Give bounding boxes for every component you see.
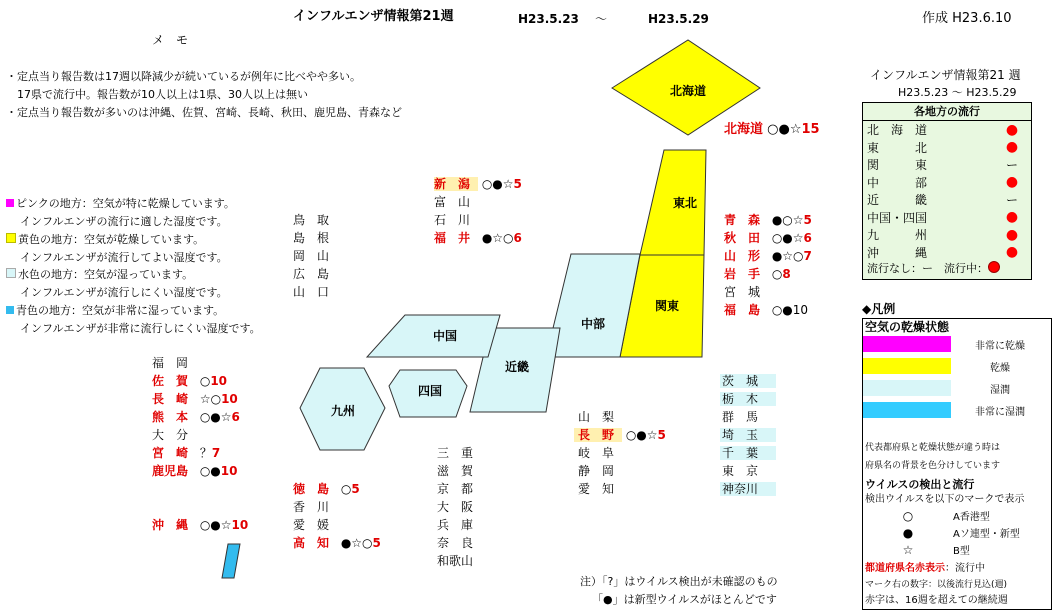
regional-status-row [863, 209, 1031, 227]
humidity-legend-yellow-desc: インフルエンザが流行してよい湿度です。 [20, 251, 228, 264]
dryness-note-2: 府県名の背景を色分けしています [865, 461, 1001, 471]
humidity-legend-blue-desc: インフルエンザが非常に流行しにくい湿度です。 [20, 322, 261, 335]
red-number-legend: 赤字は、16週を超えての継続週 [865, 595, 1008, 606]
pref-iwate: 岩 手 ○8 [724, 267, 791, 281]
regional-status-row [863, 244, 1031, 262]
pref-fukushima: 福 島 ○●10 [724, 303, 809, 317]
regional-status-title: 各地方の流行 [863, 103, 1031, 121]
humidity-legend-blue: 青色の地方：空気が非常に湿っています。 [6, 304, 224, 318]
humidity-legend-pink-desc: インフルエンザの流行に適した湿度です。 [20, 215, 228, 228]
regional-status-name: 北 海 道 [867, 123, 928, 138]
humidity-legend-cyan-desc: インフルエンザが流行しにくい湿度です。 [20, 286, 228, 299]
pref-ishikawa: 石 川 [434, 213, 471, 227]
regional-status-name: 九 州 [867, 228, 928, 243]
pref-yamaguchi: 山 口 [293, 285, 330, 299]
date-to: H23.5.29 [648, 12, 709, 26]
pref-shimane: 島 根 [293, 231, 330, 245]
virus-mark-icon: ● [902, 525, 914, 540]
regional-status-value: ● [1005, 226, 1019, 243]
panel-title: インフルエンザ情報第21 週 [870, 68, 1021, 82]
pref-kanagawa: 神奈川 [720, 482, 776, 496]
date-from: H23.5.23 [518, 12, 579, 26]
mark-number-legend: マーク右の数字：以後流行見込(週) [865, 580, 1008, 590]
dryness-note-1: 代表都府県と乾燥状態が違う時は [865, 443, 1001, 453]
note-line: ・定点当り報告数が多いのは沖縄、佐賀、宮崎、長崎、秋田、鹿児島、青森など [6, 106, 402, 119]
pref-saitama: 埼 玉 [720, 428, 776, 442]
virus-mark-icon: ○ [902, 508, 914, 523]
pref-nara: 奈 良 [437, 536, 474, 550]
pref-kagawa: 香 川 [293, 500, 330, 514]
pref-tokyo: 東 京 [722, 464, 759, 478]
status-red-dot-icon [988, 261, 1000, 273]
pref-kyoto: 京 都 [437, 482, 474, 496]
pref-nagasaki: 長 崎 ☆○10 [152, 392, 238, 406]
pref-hyogo: 兵 庫 [437, 518, 474, 532]
regional-status-row [863, 191, 1031, 209]
regional-status-row [863, 121, 1031, 139]
footnote-new-virus: 「●」は新型ウイルスがほとんどです [592, 593, 777, 606]
dryness-row [863, 357, 1051, 375]
dryness-row [863, 379, 1051, 397]
virus-row [863, 541, 1051, 558]
regional-status-value: ● [1005, 209, 1019, 226]
virus-mark-icon: ☆ [902, 542, 914, 557]
region-label-chubu: 中部 [580, 316, 605, 331]
pref-kumamoto: 熊 本 ○●☆6 [152, 410, 240, 424]
date-tilde: ～ [595, 12, 608, 26]
virus-title: ウイルスの検出と流行 [865, 478, 975, 491]
virus-label: Aソ連型・新型 [953, 529, 1020, 540]
dryness-label: 非常に乾燥 [975, 340, 1025, 352]
region-label-kanto: 関東 [654, 298, 679, 313]
note-line: 17県で流行中。報告数が10人以上は1県、30人以上は無い [6, 88, 308, 101]
pref-ehime: 愛 媛 [293, 518, 330, 532]
pref-tochigi: 栃 木 [720, 392, 776, 406]
regional-status-name: 近 畿 [867, 193, 928, 208]
dryness-swatch [863, 336, 951, 352]
pref-hokkaido: 北海道 ○●☆15 [724, 122, 820, 137]
dryness-label: 非常に湿潤 [975, 406, 1025, 418]
memo-label: メ モ [152, 33, 189, 47]
pref-ibaraki: 茨 城 [720, 374, 776, 388]
humidity-legend-pink: ピンクの地方：空気が特に乾燥しています。 [6, 197, 235, 211]
dryness-label: 乾燥 [990, 362, 1010, 374]
regional-status-value: ー [1005, 158, 1018, 173]
regional-status-name: 沖 縄 [867, 245, 928, 260]
regional-status-row [863, 174, 1031, 192]
dryness-row [863, 401, 1051, 419]
regional-status-row [863, 156, 1031, 174]
dryness-title: 空気の乾燥状態 [865, 320, 950, 334]
regional-status-value: ● [1005, 244, 1019, 261]
regional-status-name: 中 部 [867, 175, 928, 190]
pref-fukuoka: 福 岡 [152, 356, 189, 370]
pref-shiga: 滋 賀 [437, 464, 474, 478]
legend-title: ◆凡例 [862, 302, 896, 316]
pref-miyazaki: 宮 崎 ？7 [152, 446, 221, 460]
pref-yamanashi: 山 梨 [578, 410, 615, 424]
pref-okayama: 岡 山 [293, 249, 330, 263]
dryness-label: 湿潤 [990, 384, 1010, 396]
pref-gifu: 岐 阜 [578, 446, 615, 460]
pref-mie: 三 重 [437, 446, 474, 460]
pref-hiroshima: 広 島 [293, 267, 330, 281]
region-label-chugoku: 中国 [432, 328, 457, 343]
regional-status-value: ● [1005, 121, 1019, 138]
region-label-shikoku: 四国 [417, 383, 442, 398]
page-title: インフルエンザ情報第21週 [293, 9, 454, 24]
pref-osaka: 大 阪 [437, 500, 474, 514]
pref-nagano: 長 野 ○●☆5 [574, 428, 666, 442]
pref-akita: 秋 田 ○●☆6 [724, 231, 812, 245]
legend-box [862, 318, 1052, 610]
regional-status-table [862, 102, 1032, 280]
virus-label: A香港型 [953, 512, 990, 523]
dryness-row [863, 335, 1051, 353]
regional-status-row [863, 139, 1031, 157]
regional-status-value: ● [1005, 139, 1019, 156]
virus-label: B型 [953, 546, 970, 557]
pref-fukui: 福 井 ●☆○6 [434, 231, 522, 245]
virus-row [863, 524, 1051, 541]
region-label-hokkaido: 北海道 [669, 83, 706, 98]
pref-niigata: 新 潟 ○●☆5 [434, 177, 522, 191]
region-label-kyushu: 九州 [330, 403, 355, 418]
dryness-swatch [863, 358, 951, 374]
pref-yamagata: 山 形 ●☆○7 [724, 249, 812, 263]
regional-status-value: ー [1005, 193, 1018, 208]
pref-wakayama: 和歌山 [437, 554, 474, 568]
pref-tokushima: 徳 島 ○5 [293, 482, 360, 496]
red-name-legend: 都道府県名赤表示：流行中 [865, 563, 985, 574]
pref-chiba: 千 葉 [720, 446, 776, 460]
pref-toyama: 富 山 [434, 195, 471, 209]
pref-okinawa: 沖 縄 ○●☆10 [152, 518, 249, 532]
virus-row [863, 507, 1051, 524]
regional-status-name: 東 北 [867, 140, 928, 155]
region-okinawa-shape [222, 544, 240, 578]
virus-intro: 検出ウイルスを以下のマークで表示 [865, 494, 1025, 505]
created-date: 作成 H23.6.10 [922, 11, 1012, 26]
pref-miyagi: 宮 城 [724, 285, 761, 299]
regional-status-name: 中国・四国 [867, 210, 928, 225]
pref-aichi: 愛 知 [578, 482, 615, 496]
pref-kochi: 高 知 ●☆○5 [293, 536, 381, 550]
pref-oita: 大 分 [152, 428, 189, 442]
humidity-legend-cyan: 水色の地方：空気が湿っています。 [6, 268, 193, 282]
pref-tottori: 鳥 取 [293, 213, 330, 227]
regional-status-name: 関 東 [867, 158, 928, 173]
region-label-kinki: 近畿 [504, 359, 529, 374]
regional-status-row [863, 226, 1031, 244]
pref-aomori: 青 森 ●○☆5 [724, 213, 812, 227]
region-label-tohoku: 東北 [672, 195, 697, 210]
pref-kagoshima: 鹿児島 ○●10 [152, 464, 238, 478]
regional-status-footer: 流行なし：ー 流行中： [863, 261, 1031, 277]
dryness-swatch [863, 380, 951, 396]
pref-shizuoka: 静 岡 [578, 464, 615, 478]
footnote-question: 注）「?」はウイルス検出が未確認のもの [580, 575, 778, 588]
note-line: ・定点当り報告数は17週以降減少が続いているが例年に比べやや多い。 [6, 70, 361, 83]
pref-gunma: 群 馬 [722, 410, 759, 424]
humidity-legend-yellow: 黄色の地方：空気が乾燥しています。 [6, 233, 204, 247]
regional-status-value: ● [1005, 174, 1019, 191]
panel-dates: H23.5.23 ～ H23.5.29 [898, 86, 1017, 99]
pref-saga: 佐 賀 ○10 [152, 374, 228, 388]
dryness-swatch [863, 402, 951, 418]
